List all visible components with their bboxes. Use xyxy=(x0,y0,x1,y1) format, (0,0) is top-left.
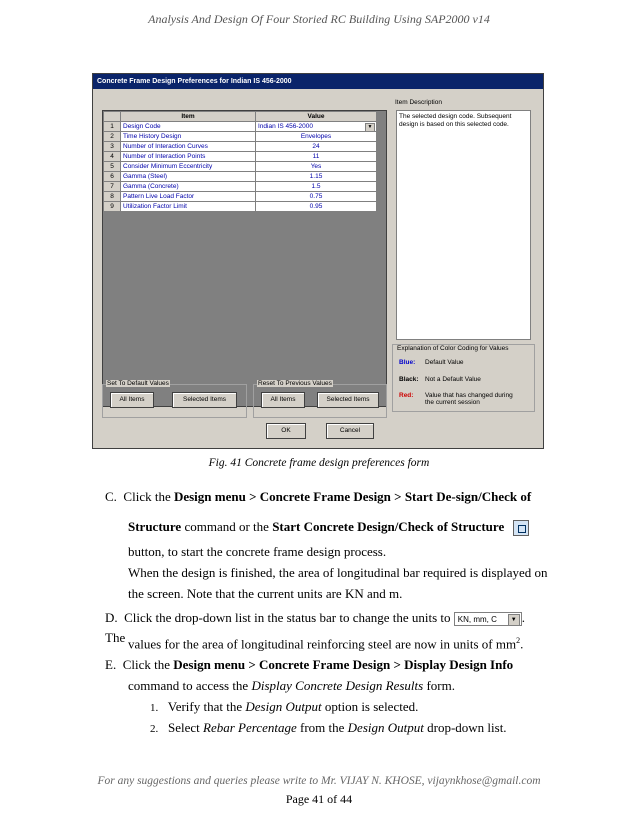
item-cell: Gamma (Steel) xyxy=(121,172,256,182)
reset-previous-label: Reset To Previous Values xyxy=(258,380,332,387)
value-text: 1.5 xyxy=(311,183,321,190)
cancel-button[interactable]: Cancel xyxy=(326,423,374,439)
row-number: 4 xyxy=(104,152,121,162)
value-column-header: Value xyxy=(256,112,377,122)
legend-text: Default Value xyxy=(425,359,464,366)
chevron-down-icon: ▼ xyxy=(508,614,520,626)
table-row[interactable] xyxy=(104,182,377,192)
step-c-line3: button, to start the concrete frame design process. xyxy=(128,544,387,559)
row-number: 7 xyxy=(104,182,121,192)
step-c-line5: the screen. Note that the current units are KN and m. xyxy=(128,586,403,601)
item-cell: Gamma (Concrete) xyxy=(121,182,256,192)
item-cell: Design Code xyxy=(121,122,256,132)
substep-2 xyxy=(150,718,550,739)
item-cell: Number of Interaction Curves xyxy=(121,142,256,152)
table-row[interactable] xyxy=(104,202,377,212)
row-number: 3 xyxy=(104,142,121,152)
row-number: 9 xyxy=(104,202,121,212)
form-name: Display Concrete Design Results xyxy=(251,678,424,693)
value-cell[interactable] xyxy=(256,192,377,202)
button-name: Start Concrete Design/Check of Structure xyxy=(272,519,505,534)
legend-key: Red: xyxy=(399,392,414,399)
step-letter: E. xyxy=(105,657,117,672)
value-cell[interactable] xyxy=(256,122,377,132)
value-text: Indian IS 456-2000 xyxy=(258,123,313,130)
value-cell[interactable] xyxy=(256,182,377,192)
row-number: 5 xyxy=(104,162,121,172)
step-c-line4: When the design is finished, the area of longitudinal bar required is displayed on xyxy=(128,565,548,580)
chevron-down-icon[interactable]: ▼ xyxy=(365,123,375,132)
value-text: Yes xyxy=(310,163,322,170)
preferences-table xyxy=(103,111,377,212)
value-cell[interactable] xyxy=(256,152,377,162)
table-row[interactable] xyxy=(104,142,377,152)
substep-number: 2. xyxy=(150,723,159,735)
default-all-items-button[interactable]: All Items xyxy=(110,392,154,408)
item-cell: Time History Design xyxy=(121,132,256,142)
step-text: option is selected. xyxy=(324,699,419,714)
legend-entry xyxy=(399,376,529,383)
step-letter: C. xyxy=(105,489,117,504)
row-number: 6 xyxy=(104,172,121,182)
color-coding-label: Explanation of Color Coding for Values xyxy=(397,345,509,352)
value-text: 0.95 xyxy=(309,203,323,210)
table-row[interactable] xyxy=(104,162,377,172)
table-row[interactable] xyxy=(104,152,377,162)
dialog-title: Concrete Frame Design Preferences for Indian IS 456-2000 xyxy=(93,74,543,89)
step-text: form. xyxy=(426,678,455,693)
step-text: drop-down list. xyxy=(427,720,507,735)
ok-button[interactable]: OK xyxy=(266,423,306,439)
value-cell[interactable] xyxy=(256,142,377,152)
row-number-header xyxy=(104,112,121,122)
row-number: 2 xyxy=(104,132,121,142)
legend-text: Value that has changed during the current session xyxy=(425,392,513,406)
legend-key: Black: xyxy=(399,376,419,383)
preferences-grid xyxy=(102,110,387,407)
step-text: from the xyxy=(300,720,345,735)
units-dropdown xyxy=(454,612,522,626)
step-e xyxy=(105,655,545,675)
set-default-label: Set To Default Values xyxy=(107,380,169,387)
value-text: 1.15 xyxy=(309,173,323,180)
value-cell[interactable] xyxy=(256,162,377,172)
value-text: 24 xyxy=(312,143,320,150)
option-name: Design Output xyxy=(347,720,424,735)
step-c xyxy=(105,487,545,507)
step-text: command to access the xyxy=(128,678,249,693)
superscript: 2 xyxy=(516,636,521,645)
item-cell: Pattern Live Load Factor xyxy=(121,192,256,202)
page-header: Analysis And Design Of Four Storied RC Building Using SAP2000 v14 xyxy=(148,12,490,26)
legend-key: Blue: xyxy=(399,359,416,366)
value-cell[interactable] xyxy=(256,132,377,142)
value-text: Envelopes xyxy=(300,133,332,140)
start-design-icon xyxy=(513,520,529,536)
step-text: . xyxy=(520,636,524,652)
item-cell: Utilization Factor Limit xyxy=(121,202,256,212)
legend-text: Not a Default Value xyxy=(425,376,481,383)
page-number: Page 41 of 44 xyxy=(285,792,353,806)
table-header-row xyxy=(104,112,377,122)
option-name: Rebar Percentage xyxy=(203,720,297,735)
default-selected-items-button[interactable]: Selected Items xyxy=(172,392,237,408)
item-description-box: The selected design code. Subsequent design is based on this selected code. xyxy=(396,110,531,340)
design-preferences-dialog xyxy=(92,73,544,449)
item-cell: Number of Interaction Points xyxy=(121,152,256,162)
item-description-label: Item Description xyxy=(395,99,442,106)
table-row[interactable] xyxy=(104,132,377,142)
step-text: Click the xyxy=(123,489,171,504)
units-value: KN, mm, C xyxy=(457,615,497,625)
step-d-line2 xyxy=(128,631,548,654)
step-e-line2 xyxy=(128,676,548,696)
value-text: 0.75 xyxy=(309,193,323,200)
step-text: . The xyxy=(105,610,526,645)
item-cell: Consider Minimum Eccentricity xyxy=(121,162,256,172)
row-number: 8 xyxy=(104,192,121,202)
substep-1 xyxy=(150,697,550,718)
reset-selected-items-button[interactable]: Selected Items xyxy=(317,392,379,408)
legend-entry xyxy=(399,359,529,366)
step-text: command or the xyxy=(184,519,269,534)
step-text: Select xyxy=(168,720,200,735)
table-row[interactable] xyxy=(104,192,377,202)
figure-caption: Fig. 41 Concrete frame design preferences form xyxy=(208,457,430,469)
item-column-header: Item xyxy=(121,112,256,122)
substep-number: 1. xyxy=(150,702,159,714)
legend-entry xyxy=(399,392,529,406)
value-cell[interactable] xyxy=(256,202,377,212)
reset-all-items-button[interactable]: All Items xyxy=(261,392,305,408)
row-number: 1 xyxy=(104,122,121,132)
menu-path: Design menu > Concrete Frame Design > Start De-sign/Check of xyxy=(173,489,532,504)
value-cell[interactable] xyxy=(256,172,377,182)
step-text: Verify that the xyxy=(167,699,243,714)
value-text: 11 xyxy=(312,153,320,160)
table-row[interactable] xyxy=(104,122,377,132)
table-row[interactable] xyxy=(104,172,377,182)
page-footer: For any suggestions and queries please write to Mr. VIJAY N. KHOSE, vijaynkhose@gmail.com xyxy=(97,775,541,787)
step-letter: D. xyxy=(105,610,118,625)
step-text: Click the xyxy=(122,657,170,672)
step-text: values for the area of longitudinal reinforcing steel are now in units of mm xyxy=(128,636,517,652)
step-text: Click the drop-down list in the status bar to change the units to xyxy=(124,610,451,625)
menu-path-cont: Structure xyxy=(128,519,182,534)
option-name: Design Output xyxy=(245,699,322,714)
menu-path: Design menu > Concrete Frame Design > Display Design Info xyxy=(173,657,514,672)
step-c-line2 xyxy=(128,517,548,537)
